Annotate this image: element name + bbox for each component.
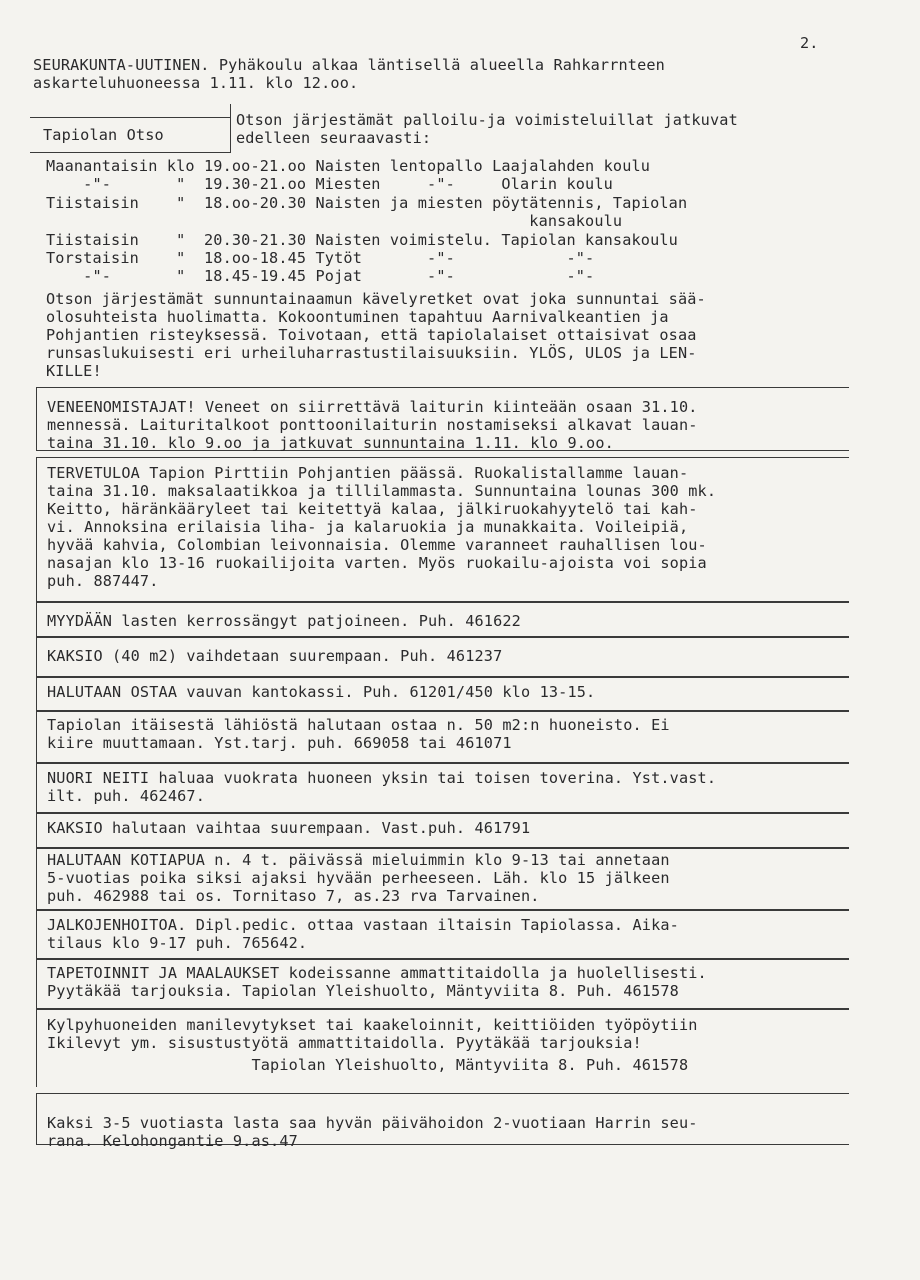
walk-line-2: olosuhteista huolimatta. Kokoontuminen tapahtuu Aarnivalkeantien ja <box>46 308 669 326</box>
ad-line: ilt. puh. 462467. <box>47 787 205 805</box>
ad-line: Tapiolan Yleishuolto, Mäntyviita 8. Puh. 461578 <box>47 1056 689 1074</box>
walk-line-3: Pohjantien risteyksessä. Toivotaan, että tapiolalaiset ottaisivat osaa <box>46 326 697 344</box>
schedule-row-2: -"- " 19.30-21.oo Miesten -"- Olarin koulu <box>46 175 613 193</box>
seurakunta-line-2: askarteluhuoneessa 1.11. klo 12.oo. <box>33 74 359 92</box>
ad-line: nasajan klo 13-16 ruokailijoita varten. Myös ruokailu-ajoista voi sopia <box>47 554 707 572</box>
ad-line: KAKSIO halutaan vaihtaa suurempaan. Vast.puh. 461791 <box>47 819 531 837</box>
ad-line: Tapiolan itäisestä lähiöstä halutaan ostaa n. 50 m2:n huoneisto. Ei <box>47 716 670 734</box>
ad-line: JALKOJENHOITOA. Dipl.pedic. ottaa vastaan iltaisin Tapiolassa. Aika- <box>47 916 679 934</box>
schedule-row-3-cont: kansakoulu <box>46 212 623 230</box>
ad-tapiolan-itainen <box>36 710 849 764</box>
ad-line: Kaksi 3-5 vuotiasta lasta saa hyvän päivähoidon 2-vuotiaan Harrin seu- <box>47 1114 698 1132</box>
ad-line: tilaus klo 9-17 puh. 765642. <box>47 934 308 952</box>
ad-line: KAKSIO (40 m2) vaihdetaan suurempaan. Puh. 461237 <box>47 647 503 665</box>
ad-line: Pyytäkää tarjouksia. Tapiolan Yleishuolto, Mäntyviita 8. Puh. 461578 <box>47 982 679 1000</box>
ad-line: MYYDÄÄN lasten kerrossängyt patjoineen. Puh. 461622 <box>47 612 521 630</box>
ad-line: Ikilevyt ym. sisustustyötä ammattitaidolla. Pyytäkää tarjouksia! <box>47 1034 642 1052</box>
ad-line: NUORI NEITI haluaa vuokrata huoneen yksin tai toisen toverina. Yst.vast. <box>47 769 717 787</box>
ad-line: Kylpyhuoneiden manilevytykset tai kaakeloinnit, keittiöiden työpöytiin <box>47 1016 698 1034</box>
ad-paivahoito <box>36 1093 849 1150</box>
ad-line: vi. Annoksina erilaisia liha- ja kalaruokia ja munakkaita. Voileipiä, <box>47 518 689 536</box>
ad-tapetoinnit <box>36 958 849 1010</box>
schedule-row-4: Tiistaisin " 20.30-21.30 Naisten voimistelu. Tapiolan kansakoulu <box>46 231 678 249</box>
ad-line: taina 31.10. maksalaatikkoa ja tillilammasta. Sunnuntaina lounas 300 mk. <box>47 482 717 500</box>
ad-line: puh. 462988 tai os. Tornitaso 7, as.23 rva Tarvainen. <box>47 887 540 905</box>
ad-myydaan <box>36 601 849 638</box>
ad-line: mennessä. Laituritalkoot ponttoonilaiturin nostamiseksi alkavat lauan- <box>47 416 698 434</box>
ad-line: HALUTAAN OSTAA vauvan kantokassi. Puh. 61201/450 klo 13-15. <box>47 683 596 701</box>
walk-line-1: Otson järjestämät sunnuntainaamun kävelyretket ovat joka sunnuntai sää- <box>46 290 706 308</box>
ad-nuori-neiti <box>36 762 849 814</box>
ad-line: kiire muuttamaan. Yst.tarj. puh. 669058 tai 461071 <box>47 734 512 752</box>
ad-halutaan-ostaa <box>36 676 849 712</box>
schedule-row-5: Torstaisin " 18.oo-18.45 Tytöt -"- -"- <box>46 249 595 267</box>
schedule-row-1: Maanantaisin klo 19.oo-21.oo Naisten lentopallo Laajalahden koulu <box>46 157 651 175</box>
ad-kotiapua <box>36 847 849 911</box>
walk-line-4: runsaslukuisesti eri urheiluharrastustilaisuuksiin. YLÖS, ULOS ja LEN- <box>46 344 697 362</box>
ad-line: taina 31.10. klo 9.oo ja jatkuvat sunnuntaina 1.11. klo 9.oo. <box>47 434 614 452</box>
ad-veneenomistajat <box>36 387 849 451</box>
schedule-row-6: -"- " 18.45-19.45 Pojat -"- -"- <box>46 267 595 285</box>
schedule-row-3: Tiistaisin " 18.oo-20.30 Naisten ja miesten pöytätennis, Tapiolan <box>46 194 688 212</box>
ad-line: HALUTAAN KOTIAPUA n. 4 t. päivässä mieluimmin klo 9-13 tai annetaan <box>47 851 670 869</box>
ad-line: puh. 887447. <box>47 572 159 590</box>
otso-intro-line-2: edelleen seuraavasti: <box>236 129 432 147</box>
otso-intro-line-1: Otson järjestämät palloilu-ja voimisteluillat jatkuvat <box>236 111 738 129</box>
walk-line-5: KILLE! <box>46 362 102 380</box>
ad-kaksio-40 <box>36 636 849 678</box>
page-number: 2. <box>800 34 819 52</box>
ad-line: TERVETULOA Tapion Pirttiin Pohjantien päässä. Ruokalistallamme lauan- <box>47 464 689 482</box>
ad-line: 5-vuotias poika siksi ajaksi hyvään perheeseen. Läh. klo 15 jälkeen <box>47 869 670 887</box>
otso-box-divider <box>230 104 231 152</box>
ad-kaksio-vaihto <box>36 812 849 849</box>
ad-line: VENEENOMISTAJAT! Veneet on siirrettävä laiturin kiinteään osaan 31.10. <box>47 398 698 416</box>
otso-label: Tapiolan Otso <box>43 126 164 144</box>
seurakunta-line-1: SEURAKUNTA-UUTINEN. Pyhäkoulu alkaa läntisellä alueella Rahkarrnteen <box>33 56 665 74</box>
ad-line: hyvää kahvia, Colombian leivonnaisia. Olemme varanneet rauhallisen lou- <box>47 536 707 554</box>
ad-jalkojenhoitoa <box>36 909 849 960</box>
ad-kylpyhuoneet <box>36 1008 849 1087</box>
ad-tervetuloa <box>36 457 849 603</box>
ad-line: rana. Kelohongantie 9.as.47 <box>47 1132 298 1150</box>
ad-line: Keitto, häränkääryleet tai keitettyä kalaa, jälkiruokahyytelö tai kah- <box>47 500 698 518</box>
ad-line: TAPETOINNIT JA MAALAUKSET kodeissanne ammattitaidolla ja huolellisesti. <box>47 964 707 982</box>
